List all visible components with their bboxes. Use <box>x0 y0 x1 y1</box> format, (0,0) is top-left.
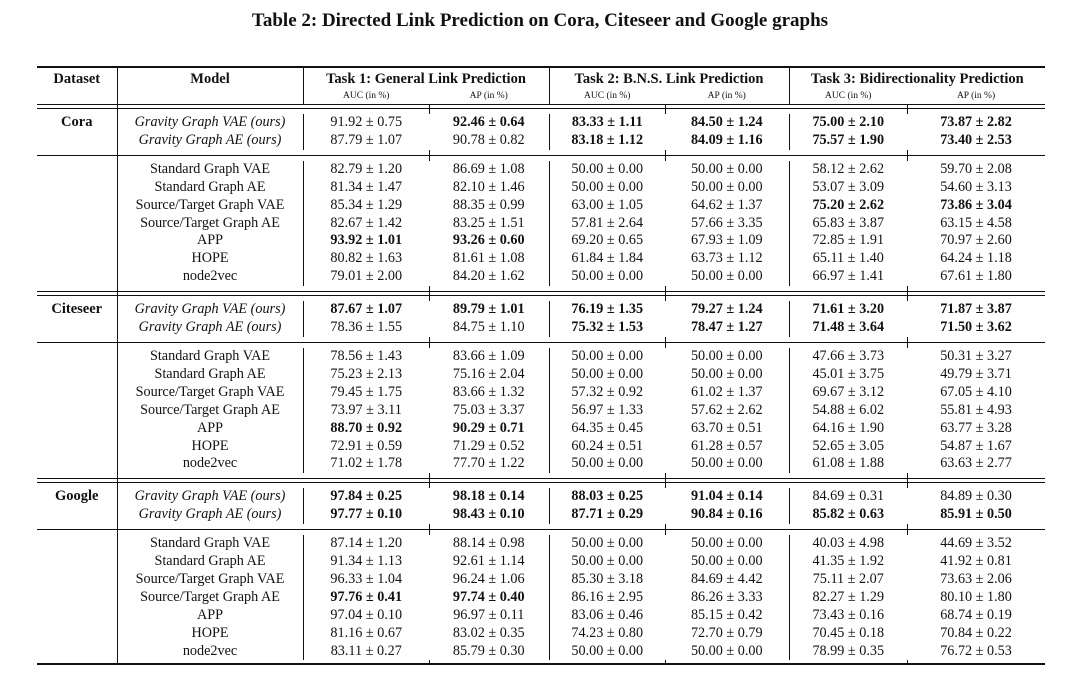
metric-cell: 41.92 ± 0.81 <box>940 553 1012 570</box>
header-model: Model <box>117 67 303 105</box>
metric-cell: 87.14 ± 1.20 <box>303 535 429 553</box>
metric-cell: 50.00 ± 0.00 <box>690 268 763 285</box>
table-row <box>37 268 1045 286</box>
metric-cell: 65.11 ± 1.40 <box>789 250 907 268</box>
metric-cell: 61.28 ± 0.57 <box>690 437 763 454</box>
metric-cell: 85.30 ± 3.18 <box>549 571 665 589</box>
table-row <box>37 607 1045 625</box>
metric-cell: 67.05 ± 4.10 <box>940 383 1012 400</box>
metric-cell: 84.50 ± 1.24 <box>690 114 763 130</box>
metric-cell: 72.70 ± 0.79 <box>690 624 763 641</box>
model-name: Gravity Graph VAE (ours) <box>117 301 303 319</box>
metric-cell: 50.00 ± 0.00 <box>549 161 665 179</box>
metric-cell: 96.24 ± 1.06 <box>452 570 525 587</box>
dataset-cell <box>37 625 117 643</box>
table-row <box>37 232 1045 250</box>
metric-cell: 85.79 ± 0.30 <box>452 642 525 659</box>
dataset-cell <box>37 420 117 438</box>
model-name: Source/Target Graph AE <box>117 589 303 607</box>
metric-cell: 90.29 ± 0.71 <box>452 419 525 436</box>
metric-cell: 96.97 ± 0.11 <box>453 606 525 623</box>
model-name: HOPE <box>117 438 303 456</box>
metric-cell: 93.26 ± 0.60 <box>452 232 525 249</box>
metric-cell: 50.00 ± 0.00 <box>690 642 763 659</box>
metric-cell: 49.79 ± 3.71 <box>940 365 1012 382</box>
dataset-cell <box>37 366 117 384</box>
metric-cell: 73.97 ± 3.11 <box>303 402 429 420</box>
metric-cell: 57.62 ± 2.62 <box>690 401 763 418</box>
metric-cell: 87.71 ± 0.29 <box>549 506 665 524</box>
metric-cell: 89.79 ± 1.01 <box>452 301 525 318</box>
model-name: Standard Graph AE <box>117 366 303 384</box>
metric-cell: 57.66 ± 3.35 <box>690 214 763 231</box>
metric-cell: 41.35 ± 1.92 <box>789 553 907 571</box>
metric-cell: 54.87 ± 1.67 <box>940 437 1012 454</box>
metric-cell: 72.91 ± 0.59 <box>303 438 429 456</box>
metric-cell: 63.63 ± 2.77 <box>940 455 1012 472</box>
metric-cell: 88.70 ± 0.92 <box>303 420 429 438</box>
model-name: Standard Graph VAE <box>117 161 303 179</box>
dataset-cell <box>37 250 117 268</box>
table-row <box>37 488 1045 506</box>
model-name: Gravity Graph VAE (ours) <box>117 488 303 506</box>
dataset-cell <box>37 161 117 179</box>
dataset-cell <box>37 232 117 250</box>
metric-cell: 84.09 ± 1.16 <box>690 131 763 148</box>
metric-cell: 61.08 ± 1.88 <box>789 455 907 473</box>
metric-cell: 53.07 ± 3.09 <box>789 179 907 197</box>
metric-cell: 70.84 ± 0.22 <box>940 624 1012 641</box>
metric-cell: 82.10 ± 1.46 <box>452 178 525 195</box>
metric-cell: 73.40 ± 2.53 <box>940 131 1012 148</box>
metric-cell: 77.70 ± 1.22 <box>452 455 525 472</box>
metric-cell: 50.00 ± 0.00 <box>690 535 763 552</box>
table-row <box>37 420 1045 438</box>
table-row <box>37 114 1045 132</box>
dataset-cell <box>37 571 117 589</box>
dataset-cell <box>37 438 117 456</box>
dataset-name: Google <box>55 488 99 505</box>
metric-cell: 83.25 ± 1.51 <box>452 214 525 231</box>
metric-cell: 63.70 ± 0.51 <box>690 419 763 436</box>
model-name: Gravity Graph AE (ours) <box>117 506 303 524</box>
dataset-cell <box>37 553 117 571</box>
metric-cell: 63.77 ± 3.28 <box>940 419 1012 436</box>
metric-cell: 80.82 ± 1.63 <box>303 250 429 268</box>
dataset-cell <box>37 179 117 197</box>
metric-cell: 85.91 ± 0.50 <box>940 506 1012 523</box>
metric-cell: 40.03 ± 4.98 <box>789 535 907 553</box>
table-row <box>37 571 1045 589</box>
metric-cell: 64.16 ± 1.90 <box>789 420 907 438</box>
metric-cell: 86.69 ± 1.08 <box>452 160 525 177</box>
dataset-cell <box>37 643 117 661</box>
table-row <box>37 438 1045 456</box>
metric-cell: 97.77 ± 0.10 <box>303 506 429 524</box>
metric-cell: 91.34 ± 1.13 <box>303 553 429 571</box>
table-row <box>37 348 1045 366</box>
metric-cell: 81.16 ± 0.67 <box>303 625 429 643</box>
metric-cell: 73.86 ± 3.04 <box>940 196 1012 213</box>
metric-cell: 97.84 ± 0.25 <box>303 488 429 506</box>
metric-cell: 87.79 ± 1.07 <box>303 132 429 150</box>
metric-cell: 65.83 ± 3.87 <box>789 215 907 233</box>
metric-cell: 63.15 ± 4.58 <box>940 214 1012 231</box>
metric-cell: 50.00 ± 0.00 <box>690 455 763 472</box>
metric-cell: 47.66 ± 3.73 <box>789 348 907 366</box>
metric-cell: 75.00 ± 2.10 <box>789 114 907 132</box>
metric-cell: 76.19 ± 1.35 <box>549 301 665 319</box>
metric-cell: 84.69 ± 0.31 <box>789 488 907 506</box>
model-name: Gravity Graph VAE (ours) <box>117 114 303 132</box>
metric-cell: 54.88 ± 6.02 <box>789 402 907 420</box>
metric-cell: 54.60 ± 3.13 <box>940 178 1012 195</box>
metric-cell: 87.67 ± 1.07 <box>303 301 429 319</box>
header-ap: AP (in %) <box>469 91 508 101</box>
model-name: node2vec <box>117 455 303 473</box>
model-name: APP <box>117 232 303 250</box>
dataset-cell <box>37 268 117 286</box>
model-name: Standard Graph AE <box>117 553 303 571</box>
metric-cell: 69.20 ± 0.65 <box>549 232 665 250</box>
metric-cell: 50.00 ± 0.00 <box>549 268 665 286</box>
metric-cell: 79.01 ± 2.00 <box>303 268 429 286</box>
metric-cell: 97.04 ± 0.10 <box>303 607 429 625</box>
metric-cell: 86.26 ± 3.33 <box>690 588 763 605</box>
metric-cell: 70.45 ± 0.18 <box>789 625 907 643</box>
metric-cell: 50.00 ± 0.00 <box>549 535 665 553</box>
model-name: Standard Graph VAE <box>117 348 303 366</box>
metric-cell: 85.82 ± 0.63 <box>789 506 907 524</box>
table-row <box>37 553 1045 571</box>
metric-cell: 83.66 ± 1.09 <box>452 347 525 364</box>
metric-cell: 88.14 ± 0.98 <box>452 535 525 552</box>
metric-cell: 92.46 ± 0.64 <box>452 114 525 130</box>
model-name: Gravity Graph AE (ours) <box>117 132 303 150</box>
metric-cell: 83.11 ± 0.27 <box>303 643 429 661</box>
metric-cell: 86.16 ± 2.95 <box>549 589 665 607</box>
model-name: Gravity Graph AE (ours) <box>117 319 303 337</box>
metric-cell: 84.89 ± 0.30 <box>940 488 1012 505</box>
metric-cell: 74.23 ± 0.80 <box>549 625 665 643</box>
table-row <box>37 366 1045 384</box>
table-row <box>37 402 1045 420</box>
metric-cell: 45.01 ± 3.75 <box>789 366 907 384</box>
dataset-cell <box>37 607 117 625</box>
model-name: node2vec <box>117 268 303 286</box>
metric-cell: 63.00 ± 1.05 <box>549 197 665 215</box>
metric-cell: 50.00 ± 0.00 <box>549 366 665 384</box>
header-task2: Task 2: B.N.S. Link Prediction <box>549 67 789 90</box>
metric-cell: 52.65 ± 3.05 <box>789 438 907 456</box>
metric-cell: 66.97 ± 1.41 <box>789 268 907 286</box>
model-name: Source/Target Graph AE <box>117 215 303 233</box>
metric-cell: 61.84 ± 1.84 <box>549 250 665 268</box>
table-row <box>37 301 1045 319</box>
dataset-cell <box>37 319 117 337</box>
model-name: APP <box>117 420 303 438</box>
results-table <box>37 66 1045 665</box>
table-row <box>37 197 1045 215</box>
table-row <box>37 132 1045 150</box>
metric-cell: 91.04 ± 0.14 <box>690 488 763 505</box>
dataset-cell <box>37 348 117 366</box>
header-auc: AUC (in %) <box>789 90 907 105</box>
metric-cell: 82.27 ± 1.29 <box>789 589 907 607</box>
metric-cell: 98.43 ± 0.10 <box>452 506 525 523</box>
table-row <box>37 179 1045 197</box>
model-name: HOPE <box>117 250 303 268</box>
metric-cell: 84.69 ± 4.42 <box>690 570 763 587</box>
table-row <box>37 506 1045 524</box>
model-name: HOPE <box>117 625 303 643</box>
table-row <box>37 384 1045 402</box>
metric-cell: 50.00 ± 0.00 <box>690 178 763 195</box>
metric-cell: 81.61 ± 1.08 <box>452 250 525 267</box>
metric-cell: 63.73 ± 1.12 <box>690 250 763 267</box>
metric-cell: 75.23 ± 2.13 <box>303 366 429 384</box>
metric-cell: 84.75 ± 1.10 <box>452 319 525 336</box>
metric-cell: 50.00 ± 0.00 <box>690 553 763 570</box>
metric-cell: 83.18 ± 1.12 <box>549 132 665 150</box>
metric-cell: 90.84 ± 0.16 <box>690 506 763 523</box>
metric-cell: 58.12 ± 2.62 <box>789 161 907 179</box>
metric-cell: 50.00 ± 0.00 <box>549 553 665 571</box>
metric-cell: 71.48 ± 3.64 <box>789 319 907 337</box>
model-name: Standard Graph VAE <box>117 535 303 553</box>
metric-cell: 82.79 ± 1.20 <box>303 161 429 179</box>
metric-cell: 82.67 ± 1.42 <box>303 215 429 233</box>
metric-cell: 75.16 ± 2.04 <box>452 365 525 382</box>
metric-cell: 71.29 ± 0.52 <box>452 437 525 454</box>
metric-cell: 78.56 ± 1.43 <box>303 348 429 366</box>
metric-cell: 50.00 ± 0.00 <box>690 365 763 382</box>
dataset-cell <box>37 197 117 215</box>
metric-cell: 50.00 ± 0.00 <box>549 348 665 366</box>
metric-cell: 59.70 ± 2.08 <box>940 160 1012 177</box>
metric-cell: 84.20 ± 1.62 <box>452 268 525 285</box>
table-row <box>37 215 1045 233</box>
dataset-cell <box>37 215 117 233</box>
metric-cell: 76.72 ± 0.53 <box>940 642 1012 659</box>
model-name: Source/Target Graph VAE <box>117 197 303 215</box>
metric-cell: 81.34 ± 1.47 <box>303 179 429 197</box>
metric-cell: 56.97 ± 1.33 <box>549 402 665 420</box>
model-name: Source/Target Graph AE <box>117 402 303 420</box>
metric-cell: 71.02 ± 1.78 <box>303 455 429 473</box>
metric-cell: 83.66 ± 1.32 <box>452 383 525 400</box>
dataset-cell <box>37 384 117 402</box>
dataset-cell <box>37 589 117 607</box>
metric-cell: 85.15 ± 0.42 <box>690 606 763 623</box>
metric-cell: 50.00 ± 0.00 <box>549 643 665 661</box>
metric-cell: 61.02 ± 1.37 <box>690 383 763 400</box>
table-caption: Table 2: Directed Link Prediction on Cora, Citeseer and Google graphs <box>251 10 829 31</box>
metric-cell: 78.99 ± 0.35 <box>789 643 907 661</box>
metric-cell: 68.74 ± 0.19 <box>940 606 1012 623</box>
model-name: Source/Target Graph VAE <box>117 384 303 402</box>
metric-cell: 71.87 ± 3.87 <box>940 301 1012 318</box>
dataset-cell <box>37 402 117 420</box>
metric-cell: 83.33 ± 1.11 <box>549 114 665 132</box>
metric-cell: 57.32 ± 0.92 <box>549 384 665 402</box>
dataset-cell <box>37 132 117 150</box>
metric-cell: 78.36 ± 1.55 <box>303 319 429 337</box>
metric-cell: 50.31 ± 3.27 <box>940 347 1012 364</box>
header-ap: AP (in %) <box>956 91 996 101</box>
metric-cell: 80.10 ± 1.80 <box>940 588 1012 605</box>
metric-cell: 50.00 ± 0.00 <box>549 455 665 473</box>
metric-cell: 79.45 ± 1.75 <box>303 384 429 402</box>
metric-cell: 92.61 ± 1.14 <box>452 553 525 570</box>
table-row <box>37 161 1045 179</box>
dataset-name: Cora <box>61 114 93 130</box>
header-task1: Task 1: General Link Prediction <box>303 67 549 90</box>
table-row <box>37 455 1045 473</box>
metric-cell: 71.61 ± 3.20 <box>789 301 907 319</box>
table-row <box>37 625 1045 643</box>
metric-cell: 70.97 ± 2.60 <box>940 232 1012 249</box>
metric-cell: 75.03 ± 3.37 <box>452 401 525 418</box>
metric-cell: 97.76 ± 0.41 <box>303 589 429 607</box>
header-auc: AUC (in %) <box>549 90 665 105</box>
metric-cell: 83.02 ± 0.35 <box>452 624 525 641</box>
metric-cell: 90.78 ± 0.82 <box>452 131 525 148</box>
metric-cell: 73.43 ± 0.16 <box>789 607 907 625</box>
metric-cell: 72.85 ± 1.91 <box>789 232 907 250</box>
dataset-cell <box>37 535 117 553</box>
header-dataset: Dataset <box>37 67 117 105</box>
metric-cell: 50.00 ± 0.00 <box>549 179 665 197</box>
metric-cell: 67.61 ± 1.80 <box>940 268 1012 285</box>
dataset-cell <box>37 455 117 473</box>
metric-cell: 88.35 ± 0.99 <box>452 196 525 213</box>
metric-cell: 83.06 ± 0.46 <box>549 607 665 625</box>
table-body <box>37 105 1045 665</box>
metric-cell: 85.34 ± 1.29 <box>303 197 429 215</box>
dataset-name: Citeseer <box>51 301 103 318</box>
metric-cell: 88.03 ± 0.25 <box>549 488 665 506</box>
metric-cell: 79.27 ± 1.24 <box>690 301 763 318</box>
metric-cell: 50.00 ± 0.00 <box>690 160 763 177</box>
metric-cell: 73.63 ± 2.06 <box>940 570 1012 587</box>
metric-cell: 64.24 ± 1.18 <box>940 250 1012 267</box>
metric-cell: 78.47 ± 1.27 <box>690 319 763 336</box>
metric-cell: 75.32 ± 1.53 <box>549 319 665 337</box>
metric-cell: 60.24 ± 0.51 <box>549 438 665 456</box>
metric-cell: 55.81 ± 4.93 <box>940 401 1012 418</box>
header-task3: Task 3: Bidirectionality Prediction <box>789 67 1045 90</box>
metric-cell: 73.87 ± 2.82 <box>940 114 1012 130</box>
metric-cell: 50.00 ± 0.00 <box>690 347 763 364</box>
table-row <box>37 643 1045 661</box>
model-name: node2vec <box>117 643 303 661</box>
metric-cell: 91.92 ± 0.75 <box>303 114 429 132</box>
metric-cell: 64.35 ± 0.45 <box>549 420 665 438</box>
table-row <box>37 250 1045 268</box>
metric-cell: 75.11 ± 2.07 <box>789 571 907 589</box>
metric-cell: 75.20 ± 2.62 <box>789 197 907 215</box>
model-name: Standard Graph AE <box>117 179 303 197</box>
metric-cell: 93.92 ± 1.01 <box>303 232 429 250</box>
header-ap: AP (in %) <box>707 91 746 101</box>
metric-cell: 64.62 ± 1.37 <box>690 196 763 213</box>
dataset-cell <box>37 506 117 524</box>
table-row <box>37 589 1045 607</box>
table-row <box>37 535 1045 553</box>
metric-cell: 97.74 ± 0.40 <box>452 588 525 605</box>
metric-cell: 57.81 ± 2.64 <box>549 215 665 233</box>
metric-cell: 75.57 ± 1.90 <box>789 132 907 150</box>
metric-cell: 96.33 ± 1.04 <box>303 571 429 589</box>
model-name: Source/Target Graph VAE <box>117 571 303 589</box>
model-name: APP <box>117 607 303 625</box>
metric-cell: 67.93 ± 1.09 <box>690 232 763 249</box>
metric-cell: 71.50 ± 3.62 <box>940 319 1012 336</box>
header-auc: AUC (in %) <box>303 90 429 105</box>
metric-cell: 98.18 ± 0.14 <box>452 488 525 505</box>
metric-cell: 44.69 ± 3.52 <box>940 535 1012 552</box>
table-row <box>37 319 1045 337</box>
metric-cell: 69.67 ± 3.12 <box>789 384 907 402</box>
